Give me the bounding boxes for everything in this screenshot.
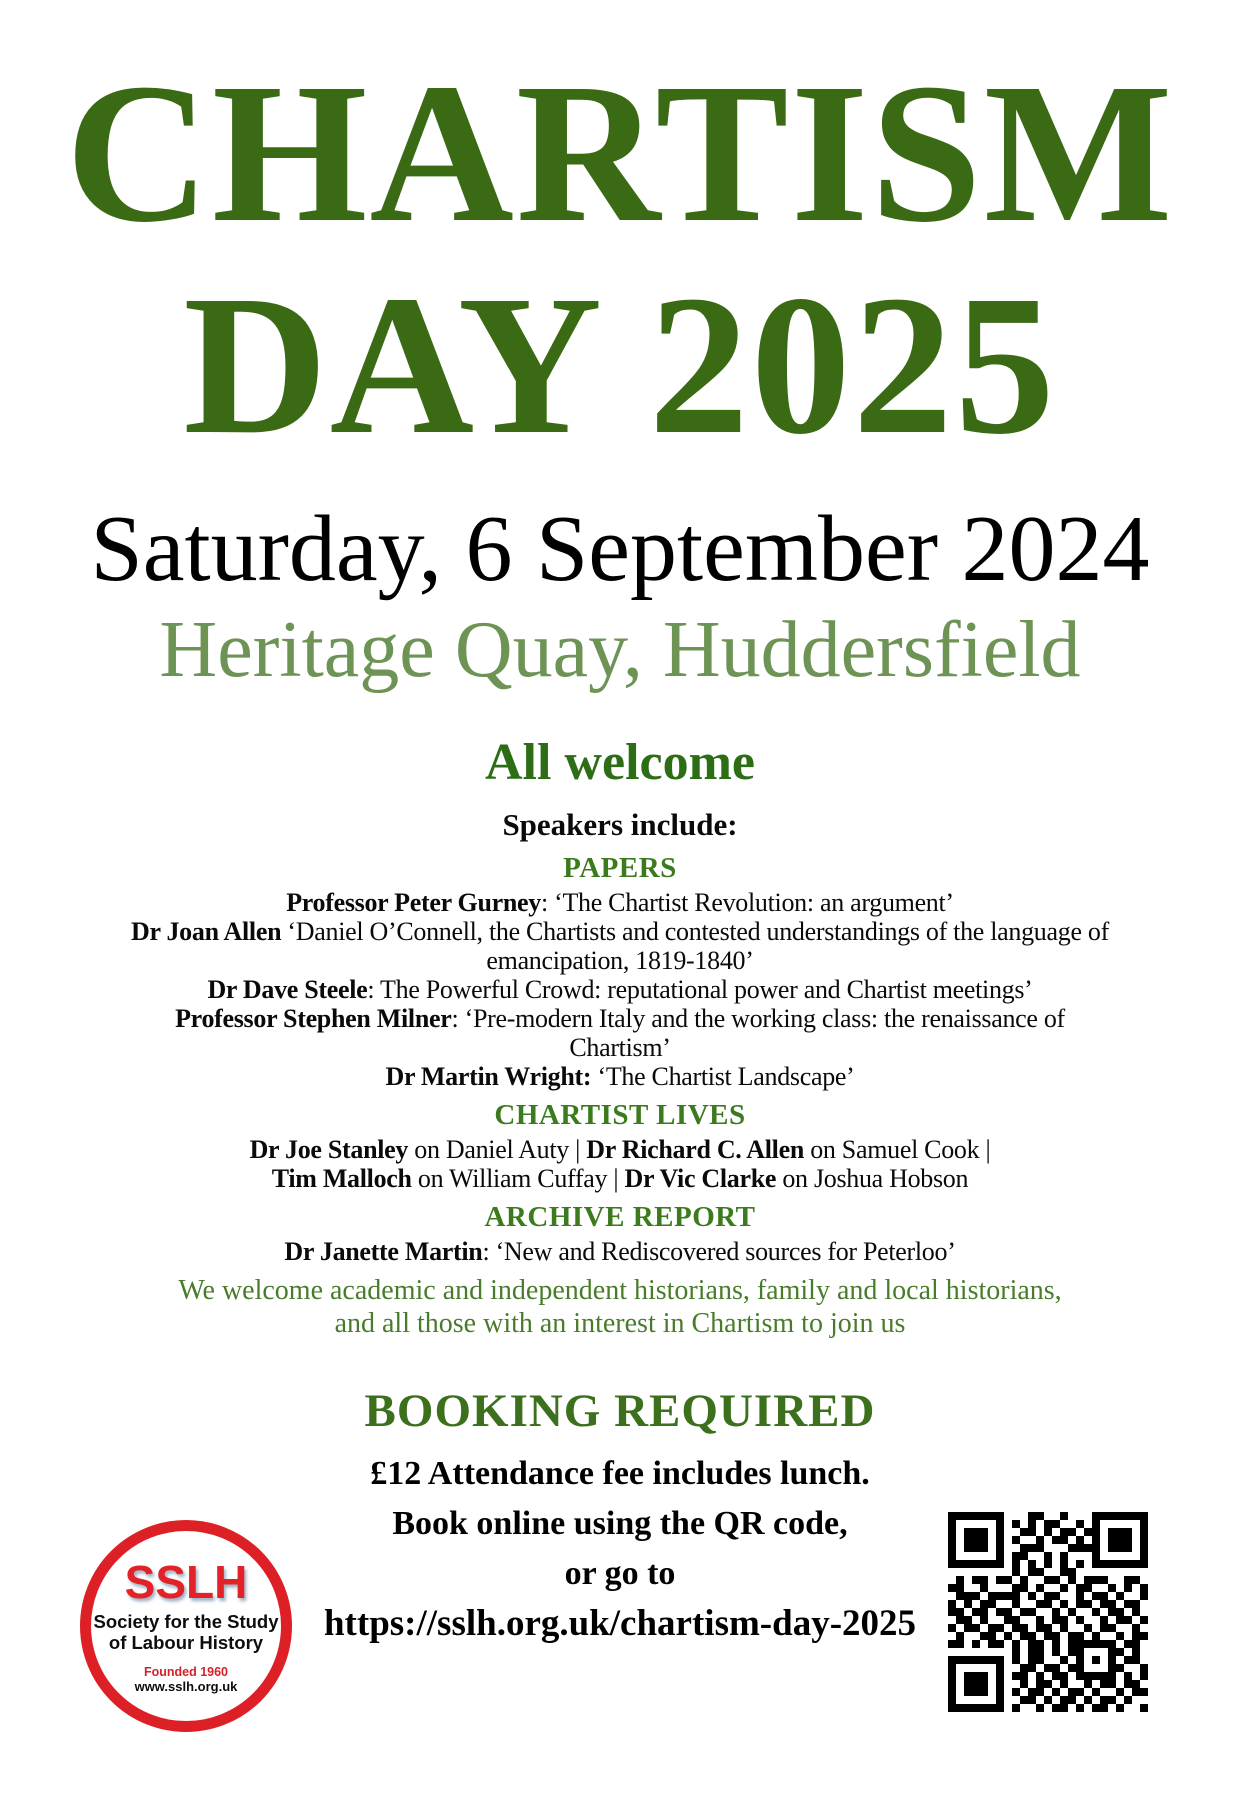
sslh-logo-website: www.sslh.org.uk [134,1678,238,1694]
qr-row [948,1544,1148,1552]
text-line [50,917,1190,946]
bold-text-segment: Dr Janette Martin [284,1237,483,1266]
speakers-include-heading: Speakers include: [502,807,738,842]
poster-title-line-2: DAY 2025 [183,255,1057,476]
bold-text-segment: Dr Joan Allen [131,917,282,946]
qr-row [948,1592,1148,1600]
sslh-logo-name-line-1: Society for the Study [93,1610,279,1632]
bold-text-segment: Dr Dave Steele [207,975,368,1004]
text-line: or go to [564,1555,676,1592]
qr-row [948,1704,1148,1712]
text-segment: Chartism’ [569,1033,671,1062]
poster-title [0,43,1240,476]
text-line [50,888,1190,917]
text-segment: ‘Daniel O’Connell, the Chartists and contested understandings of the language of [281,917,1109,946]
text-line [50,946,1190,975]
section-heading-chartist-lives: CHARTIST LIVES [494,1099,746,1131]
text-line [50,1062,1190,1091]
text-segment: : The Powerful Crowd: reputational power and Chartist meetings’ [367,975,1033,1004]
qr-row [948,1568,1148,1576]
qr-row [948,1632,1148,1640]
all-welcome-heading: All welcome [484,734,755,791]
qr-row [948,1656,1148,1664]
text-segment: on Samuel Cook | [804,1135,991,1164]
sslh-logo [80,1520,292,1732]
bold-text-segment: Professor Stephen Milner [175,1004,452,1033]
text-segment: : ‘Pre-modern Italy and the working class: the renaissance of [451,1004,1065,1033]
text-segment: on Joshua Hobson [776,1164,969,1193]
sslh-logo-name [93,1611,278,1653]
section-heading-archive-report: ARCHIVE REPORT [484,1201,756,1233]
qr-row [948,1512,1148,1520]
qr-row [948,1536,1148,1544]
bold-text-segment: Dr Vic Clarke [624,1164,777,1193]
text-line [50,1237,1190,1266]
text-line: Book online using the QR code, [392,1505,848,1542]
qr-row [948,1672,1148,1680]
text-line [50,1135,1190,1164]
qr-row [948,1616,1148,1624]
qr-row [948,1608,1148,1616]
bold-text-segment: Professor Peter Gurney [286,888,541,917]
qr-row [948,1688,1148,1696]
qr-row [948,1640,1148,1648]
qr-row [948,1520,1148,1528]
qr-row [948,1600,1148,1608]
invitation-text [70,1274,1170,1340]
qr-row [948,1680,1148,1688]
booking-qr-code [948,1512,1148,1712]
booking-required-heading: BOOKING REQUIRED [364,1385,876,1437]
text-line [50,1004,1190,1033]
sslh-logo-name-line-2: of Labour History [108,1631,264,1653]
qr-row [948,1552,1148,1560]
text-line: https://sslh.org.uk/chartism-day-2025 [323,1603,917,1644]
qr-row [948,1560,1148,1568]
text-segment: ‘The Chartist Landscape’ [591,1062,855,1091]
event-date: Saturday, 6 September 2024 [90,497,1150,601]
text-line [50,1164,1190,1193]
qr-row [948,1576,1148,1584]
text-line [50,975,1190,1004]
section-heading-papers: PAPERS [563,852,677,884]
text-line: £12 Attendance fee includes lunch. [370,1455,870,1492]
text-line: We welcome academic and independent historians, family and local historians, [178,1275,1062,1306]
bold-text-segment: Dr Richard C. Allen [586,1135,804,1164]
sslh-logo-founded: Founded 1960 [143,1664,229,1679]
text-segment: emancipation, 1819-1840’ [486,946,754,975]
text-segment: on Daniel Auty | [408,1135,587,1164]
section-lines-papers [50,888,1190,1091]
qr-row [948,1648,1148,1656]
section-lines-archive-report [50,1237,1190,1266]
sslh-logo-acronym: SSLH [124,1555,248,1608]
qr-row [948,1664,1148,1672]
text-segment: on William Cuffay | [411,1164,625,1193]
qr-row [948,1584,1148,1592]
text-segment: : ‘New and Rediscovered sources for Peterloo’ [482,1237,956,1266]
bold-text-segment: Tim Malloch [271,1164,412,1193]
qr-row [948,1624,1148,1632]
bold-text-segment: Dr Martin Wright: [385,1062,592,1091]
text-line: and all those with an interest in Chartism to join us [334,1308,906,1339]
poster-title-line-1: CHARTISM [65,43,1175,264]
qr-row [948,1696,1148,1704]
text-segment: : ‘The Chartist Revolution: an argument’ [540,888,954,917]
text-line [50,1033,1190,1062]
section-lines-chartist-lives [50,1135,1190,1193]
bold-text-segment: Dr Joe Stanley [249,1135,409,1164]
event-venue: Heritage Quay, Huddersfield [159,606,1081,694]
qr-row [948,1528,1148,1536]
